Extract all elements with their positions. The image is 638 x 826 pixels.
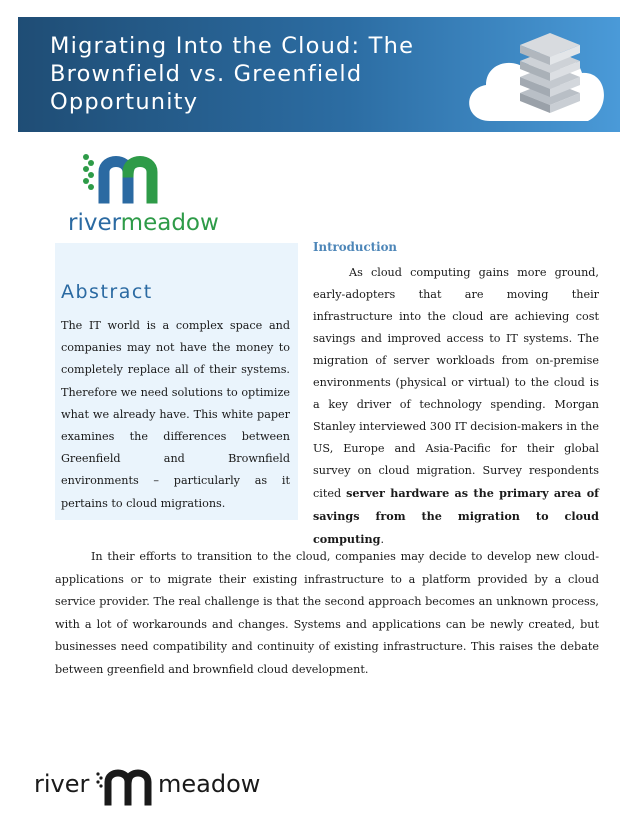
introduction-body <box>313 262 599 551</box>
cloud-server-stack-icon <box>450 19 620 131</box>
footer-logo <box>34 766 270 806</box>
footer-wordmark-left: river <box>34 770 90 798</box>
svg-text:rivermeadow: rivermeadow <box>68 210 219 236</box>
abstract-body: The IT world is a complex space and companies may not have the money to completely replace all of their systems. Therefore we need solutions to optimize what we already have. This white paper examines the differences between Greenfield and Brownfield environments – particularly as it pertains to cloud migrations. <box>61 319 290 510</box>
rivermeadow-logo <box>64 150 236 236</box>
body-paragraph: In their efforts to transition to the cloud, companies may decide to develop new cloud-applications or to migrate their existing infrastructure to a platform provided by a cloud service provider. The real challenge is that the second approach becomes an unknown process, with a lot of workarounds and changes. Systems and applications can be newly created, but businesses need compatibility and continuity of existing infrastructure. This raises the debate between greenfield and brownfield cloud development. <box>55 550 599 676</box>
document-title: Migrating Into the Cloud: The Brownfield vs. Greenfield Opportunity <box>50 33 415 115</box>
introduction-section <box>313 240 599 551</box>
header-banner <box>18 17 620 132</box>
rm-monogram-icon <box>94 766 156 806</box>
abstract-box <box>55 243 298 520</box>
abstract-heading: Abstract <box>61 281 153 303</box>
footer-wordmark-right: meadow <box>158 770 261 798</box>
rm-monogram-icon <box>64 150 236 236</box>
introduction-text-end: . <box>380 533 385 546</box>
introduction-heading: Introduction <box>313 240 398 254</box>
introduction-emphasis: server hardware as the primary area of savings from the migration to cloud computing <box>313 486 599 546</box>
introduction-text: As cloud computing gains more ground, early-adopters that are moving their infrastructure into the cloud are achieving cost savings and improved access to IT systems. The migration of server workloads from on-premise environments (physical or virtual) to the cloud is a key driver of technology spending. Morgan Stanley interviewed 300 IT decision-makers in the US, Europe and Asia-Pacific for their global survey on cloud migration. Survey respondents cited <box>313 266 599 500</box>
